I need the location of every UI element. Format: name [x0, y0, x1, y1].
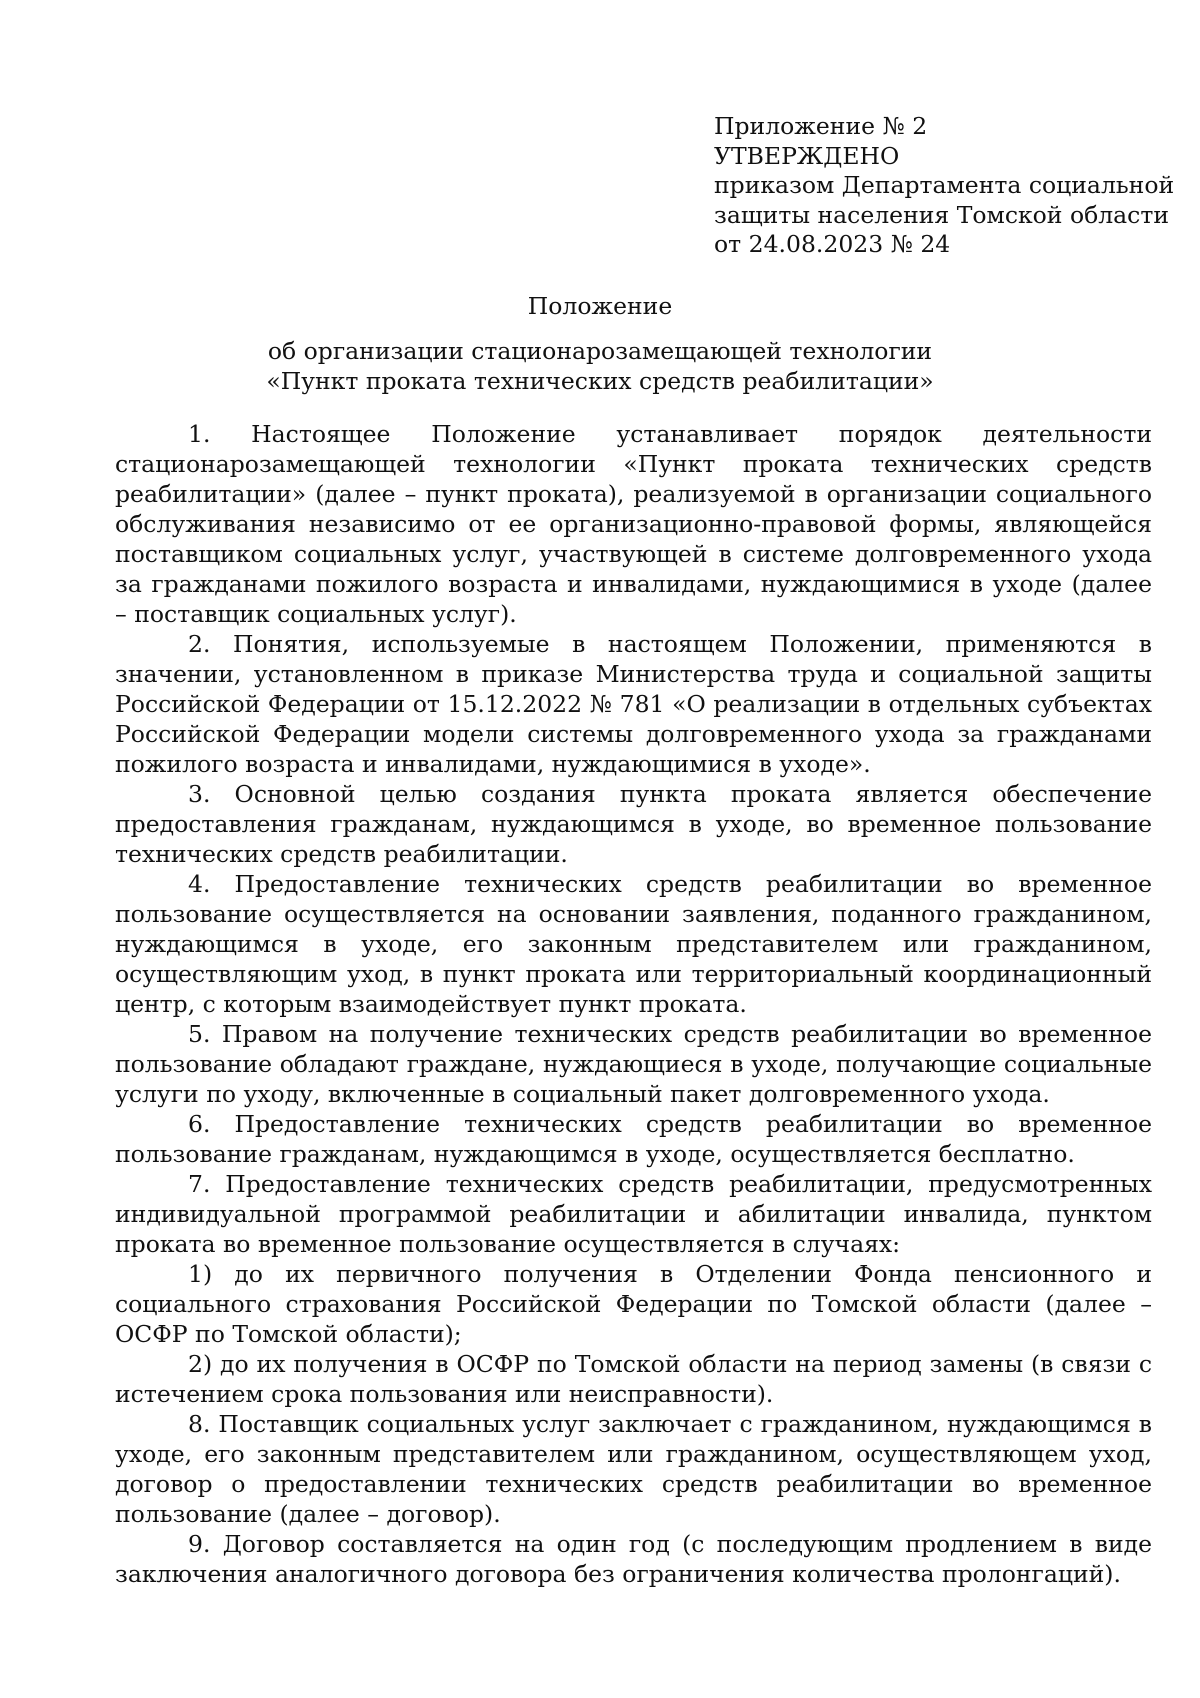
paragraph-8: 8. Поставщик социальных услуг заключает с гражданином, нуждающимся в уходе, его законным представителем или гражданином, осуществляющем уход, договор о предоставлении технических средств реабилитации во временное пользование (далее – договор). [115, 1410, 1152, 1528]
approval-department-line: защиты населения Томской области [714, 200, 1170, 229]
document-title: Положение [527, 292, 673, 320]
paragraph-9: 9. Договор составляется на один год (с последующим продлением в виде заключения аналогичного договора без ограничения количества пролонгаций). [115, 1530, 1152, 1588]
paragraph-6: 6. Предоставление технических средств реабилитации во временное пользование гражданам, нуждающимся в уходе, осуществляется бесплатно. [115, 1110, 1152, 1168]
approval-date-line: от 24.08.2023 № 24 [714, 230, 951, 258]
document-subtitle-line-1: об организации стационарозамещающей технологии [267, 337, 933, 365]
appendix-number: Приложение № 2 [714, 112, 928, 140]
approval-block [714, 112, 1174, 260]
paragraph-5: 5. Правом на получение технических средств реабилитации во временное пользование обладают граждане, нуждающиеся в уходе, получающие социальные услуги по уходу, включенные в социальный пакет долговременного ухода. [115, 1020, 1152, 1108]
paragraph-7: 7. Предоставление технических средств реабилитации, предусмотренных индивидуальной программой реабилитации и абилитации инвалида, пунктом проката во временное пользование осуществляется в случаях: [115, 1170, 1152, 1258]
approved-stamp-text: УТВЕРЖДЕНО [714, 141, 900, 170]
paragraph-4: 4. Предоставление технических средств реабилитации во временное пользование осуществляется на основании заявления, поданного гражданином, нуждающимся в уходе, его законным представителем или гражданином, осуществляющим уход, в пункт проката или территориальный координационный центр, с которым взаимодействует пункт проката. [115, 870, 1152, 1018]
approval-order-line: приказом Департамента социальной [714, 171, 1175, 199]
paragraph-7-item-2: 2) до их получения в ОСФР по Томской области на период замены (в связи с истечением срока пользования или неисправности). [115, 1350, 1152, 1408]
document-subtitle [0, 337, 1200, 396]
document-subtitle-line-2: «Пункт проката технических средств реабилитации» [266, 366, 934, 395]
paragraph-1: 1. Настоящее Положение устанавливает порядок деятельности стационарозамещающей технологии «Пункт проката технических средств реабилитации» (далее – пункт проката), реализуемой в организации социального обслуживания независимо от ее организационно-правовой формы, являющейся поставщиком социальных услуг, участвующей в системе долговременного ухода за гражданами пожилого возраста и инвалидами, нуждающимися в уходе (далее – поставщик социальных услуг). [115, 420, 1152, 628]
paragraph-2: 2. Понятия, используемые в настоящем Положении, применяются в значении, установленном в приказе Министерства труда и социальной защиты Российской Федерации от 15.12.2022 № 781 «О реализации в отдельных субъектах Российской Федерации модели системы долговременного ухода за гражданами пожилого возраста и инвалидами, нуждающимися в уходе». [115, 630, 1152, 778]
paragraph-3: 3. Основной целью создания пункта проката является обеспечение предоставления гражданам, нуждающимся в уходе, во временное пользование технических средств реабилитации. [115, 780, 1152, 868]
paragraph-7-item-1: 1) до их первичного получения в Отделении Фонда пенсионного и социального страхования Российской Федерации по Томской области (далее – ОСФР по Томской области); [115, 1260, 1152, 1348]
document-body [115, 419, 1152, 1589]
